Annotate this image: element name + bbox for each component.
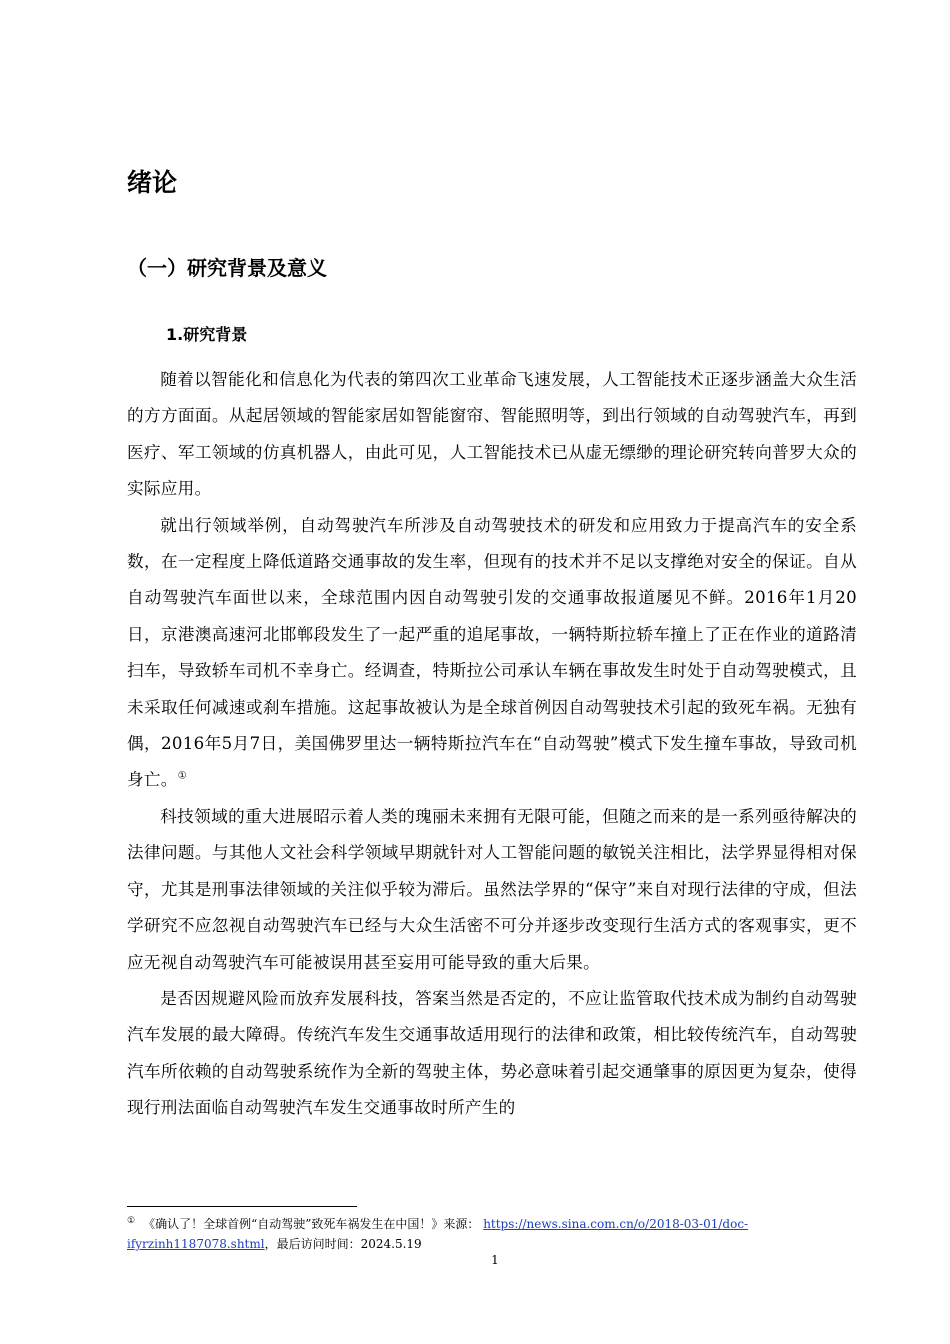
footnote-text: 《确认了！全球首例“自动驾驶”致死车祸发生在中国！》来源： — [143, 1217, 480, 1231]
footnote — [127, 1214, 857, 1254]
body-text — [127, 362, 857, 1127]
paragraph-4: 是否因规避风险而放弃发展科技，答案当然是否定的，不应让监管取代技术成为制约自动驾驶汽车发展的最大障碍。传统汽车发生交通事故适用现行的法律和政策，相比较传统汽车，自动驾驶汽车所依赖的自动驾驶系统作为全新的驾驶主体，势必意味着引起交通肇事的原因更为复杂，使得现行刑法面临自动驾驶汽车发生交通事故时所产生的 — [127, 988, 857, 1118]
footnote-suffix: ，最后访问时间：2024.5.19 — [264, 1237, 422, 1251]
footnote-separator — [127, 1206, 357, 1207]
subsection-title: 1.研究背景 — [166, 325, 248, 344]
footnote-reference[interactable]: ① — [177, 770, 187, 782]
paragraph-2-text: 就出行领域举例，自动驾驶汽车所涉及自动驾驶技术的研发和应用致力于提高汽车的安全系数，在一定程度上降低道路交通事故的发生率，但现有的技术并不足以支撑绝对安全的保证。自从自动驾驶汽车面世以来，全球范围内因自动驾驶引发的交通事故报道屡见不鲜。2016年1月20日，京港澳高速河北邯郸段发生了一起严重的追尾事故，一辆特斯拉轿车撞上了正在作业的道路清扫车，导致轿车司机不幸身亡。经调查，特斯拉公司承认车辆在事故发生时处于自动驾驶模式，且未采取任何减速或刹车措施。这起事故被认为是全球首例因自动驾驶技术引起的致死车祸。无独有偶，2016年5月7日，美国佛罗里达一辆特斯拉汽车在“自动驾驶”模式下发生撞车事故，导致司机身亡。 — [127, 515, 857, 790]
chapter-title: 绪论 — [127, 168, 178, 197]
section-title: （一）研究背景及意义 — [127, 256, 327, 280]
page-number: 1 — [491, 1253, 499, 1267]
paragraph-2 — [127, 508, 857, 799]
footnote-marker: ① — [127, 1216, 136, 1226]
paragraph-1: 随着以智能化和信息化为代表的第四次工业革命飞速发展，人工智能技术正逐步涵盖大众生活的方方面面。从起居领域的智能家居如智能窗帘、智能照明等，到出行领域的自动驾驶汽车，再到医疗、军工领域的仿真机器人，由此可见，人工智能技术已从虚无缥缈的理论研究转向普罗大众的实际应用。 — [127, 370, 857, 499]
paragraph-3: 科技领域的重大进展昭示着人类的瑰丽未来拥有无限可能，但随之而来的是一系列亟待解决的法律问题。与其他人文社会科学领域早期就针对人工智能问题的敏锐关注相比，法学界显得相对保守，尤其是刑事法律领域的关注似乎较为滞后。虽然法学界的“保守”来自对现行法律的守成，但法学研究不应忽视自动驾驶汽车已经与大众生活密不可分并逐步改变现行生活方式的客观事实，更不应无视自动驾驶汽车可能被误用甚至妄用可能导致的重大后果。 — [127, 806, 857, 972]
footnote-link[interactable]: https://news.sina.com.cn/o/2018-03-01/doc-ifyrzinh1187078.shtml — [127, 1217, 749, 1251]
